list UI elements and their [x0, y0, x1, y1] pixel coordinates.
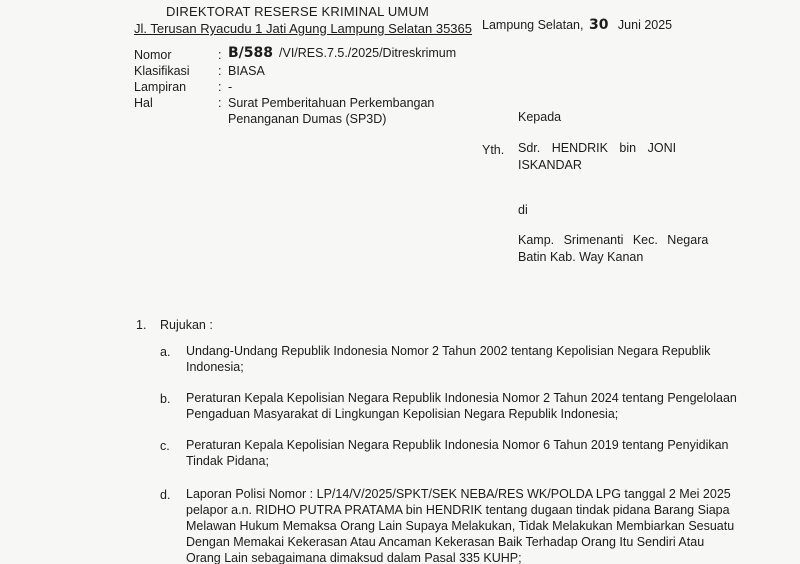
recipient-name-line-2: ISKANDAR — [518, 158, 582, 172]
yth-label: Yth. — [482, 143, 505, 157]
date-place-text: Lampung Selatan, — [482, 18, 584, 32]
recipient-address-line-1: Kamp. Srimenanti Kec. Negara — [518, 233, 709, 247]
ref-d-line: pelapor a.n. RIDHO PUTRA PRATAMA bin HENDRIK tentang dugaan tindak pidana Barang Siapa — [186, 503, 730, 517]
kepada-label: Kepada — [518, 110, 562, 124]
lampiran-value: - — [228, 80, 233, 94]
date-day-handwritten: 30 — [588, 17, 609, 33]
hal-line-2: Penanganan Dumas (SP3D) — [228, 112, 387, 126]
ref-a-line: Indonesia; — [186, 360, 244, 374]
ref-a-text — [186, 343, 710, 375]
nomor-colon: : — [218, 48, 222, 62]
ref-c-text — [186, 437, 729, 469]
hal-colon: : — [218, 96, 222, 110]
office-name: DIREKTORAT RESERSE KRIMINAL UMUM — [166, 4, 430, 19]
date-place — [482, 18, 672, 33]
ref-d-letter: d. — [160, 488, 171, 502]
ref-d-text — [186, 486, 734, 564]
klasifikasi-colon: : — [218, 64, 222, 78]
ref-d-line: Laporan Polisi Nomor : LP/14/V/2025/SPKT/SEK NEBA/RES WK/POLDA LPG tanggal 2 Mei 2025 — [186, 487, 731, 501]
ref-c-line: Tindak Pidana; — [186, 454, 269, 468]
ref-c-line: Peraturan Kepala Kepolisian Negara Republik Indonesia Nomor 6 Tahun 2019 tentang Penyidikan — [186, 438, 729, 452]
ref-a-letter: a. — [160, 345, 171, 359]
date-month-year: Juni 2025 — [617, 18, 673, 32]
nomor-label: Nomor — [134, 48, 172, 62]
nomor-handwritten: B/588 — [228, 45, 274, 61]
ref-b-text — [186, 390, 737, 422]
klasifikasi-label: Klasifikasi — [134, 64, 190, 78]
lampiran-label: Lampiran — [134, 80, 187, 94]
ref-a-line: Undang-Undang Republik Indonesia Nomor 2 Tahun 2002 tentang Kepolisian Negara Republik — [186, 344, 711, 358]
recipient-address-line-2: Batin Kab. Way Kanan — [518, 250, 644, 264]
ref-d-line: Orang Lain sebagaimana dimaksud dalam Pasal 335 KUHP; — [186, 551, 522, 564]
lampiran-colon: : — [218, 80, 222, 94]
ref-b-letter: b. — [160, 392, 171, 406]
ref-c-letter: c. — [160, 439, 170, 453]
klasifikasi-value: BIASA — [228, 64, 265, 78]
hal-label: Hal — [134, 96, 153, 110]
ref-d-line: Dengan Memakai Kekerasan Atau Ancaman Kekerasan Baik Terhadap Orang Itu Sendiri Atau — [186, 535, 705, 549]
recipient-name-line-1: Sdr. HENDRIK bin JONI — [518, 141, 677, 155]
hal-line-1: Surat Pemberitahuan Perkembangan — [228, 96, 435, 110]
ref-b-line: Pengaduan Masyarakat di Lingkungan Kepolisian Negara Republik Indonesia; — [186, 407, 619, 421]
nomor-value — [228, 46, 456, 61]
ref-d-line: Melawan Hukum Memaksa Orang Lain Supaya Melakukan, Tidak Melakukan Membiarkan Sesuatu — [186, 519, 735, 533]
item-1-title: Rujukan : — [160, 318, 213, 332]
item-1-number: 1. — [136, 318, 147, 332]
ref-b-line: Peraturan Kepala Kepolisian Negara Republik Indonesia Nomor 2 Tahun 2024 tentang Pengelolaan — [186, 391, 737, 405]
di-label: di — [518, 203, 528, 217]
office-address: Jl. Terusan Ryacudu 1 Jati Agung Lampung Selatan 35365 — [134, 21, 472, 36]
nomor-printed: /VI/RES.7.5./2025/Ditreskrimum — [279, 46, 457, 60]
